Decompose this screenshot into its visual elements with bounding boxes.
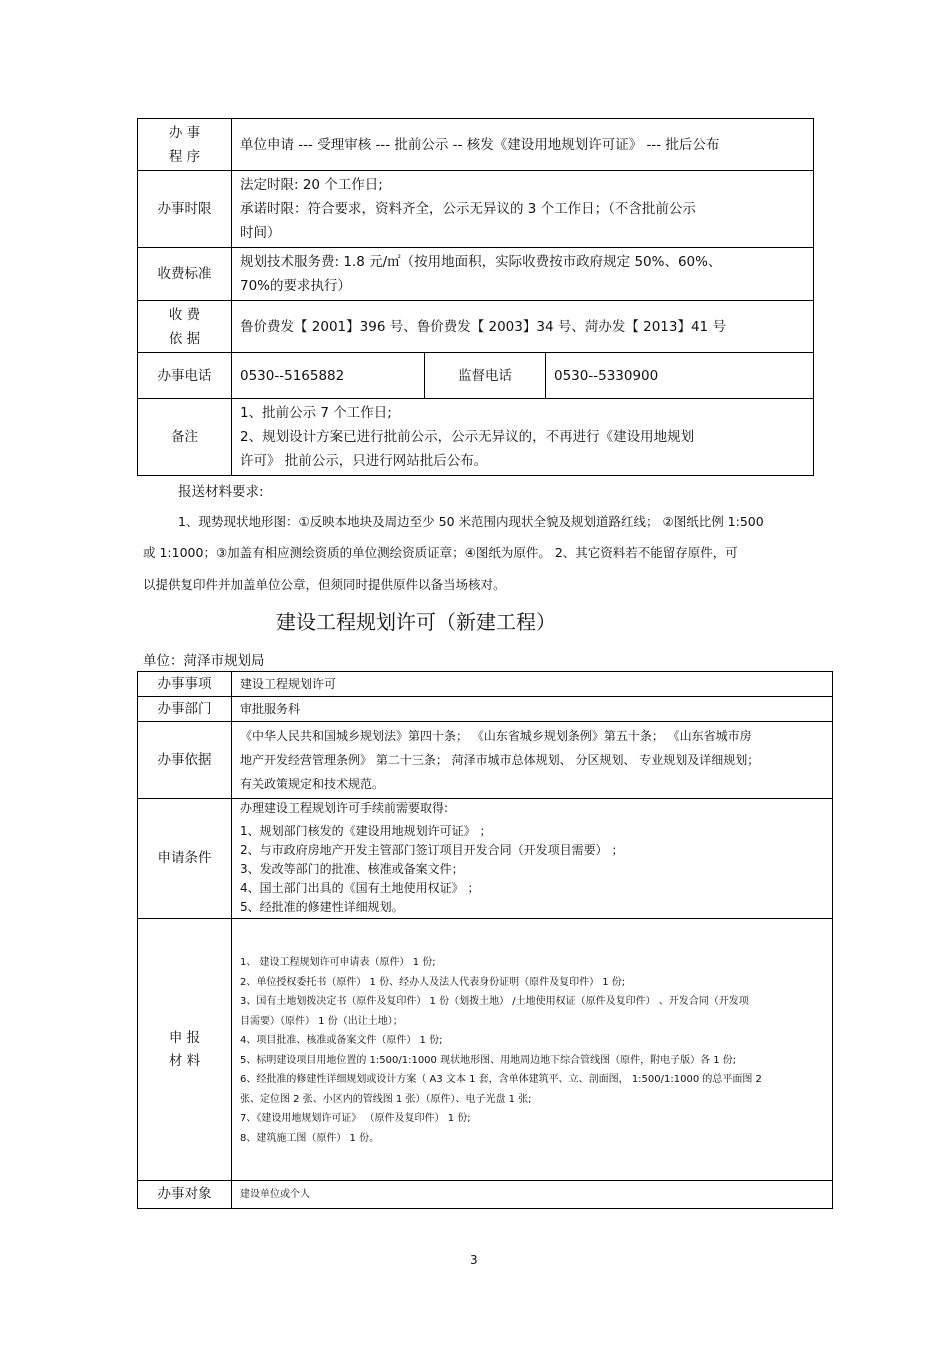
fee-standard-value (232, 248, 814, 301)
materials-line: 目需要）（原件） 1 份（出让土地）； (240, 1015, 403, 1027)
target-row (138, 1181, 833, 1209)
fee-basis-row (138, 301, 814, 353)
supervise-phone-value: 0530--5330900 (546, 353, 814, 399)
materials-line: 6、经批准的修建性详细规划或设计方案（ A3 文本 1 套，含单体建筑平、立、剖面图， 1:500/1:1000 的总平面图 2 (240, 1074, 762, 1085)
materials-value (232, 919, 833, 1181)
basis-row (138, 722, 833, 799)
basis-value (232, 722, 833, 799)
conditions-line: 4、国土部门出具的《国有土地使用权证》 ； (240, 881, 480, 895)
conditions-label: 申请条件 (138, 799, 232, 919)
materials-line: 5、标明建设项目用地位置的 1:500/1:1000 现状地形图、用地周边地下综合管线图（原件，附电子版）各 1 份; (240, 1054, 737, 1066)
matter-label: 办事事项 (138, 672, 232, 697)
dept-row (138, 697, 833, 722)
basis-line: 地产开发经营管理条例》 第二十三条； 菏泽市城市总体规划、 分区规划、 专业规划及详细规划； (240, 753, 760, 767)
materials-note-line3: 以提供复印件并加盖单位公章，但须同时提供原件以备当场核对。 (143, 577, 506, 592)
conditions-value (232, 799, 833, 919)
remarks-line: 2、规划设计方案已进行批前公示，公示无异议的，不再进行《建设用地规划 (240, 429, 695, 445)
phone-value: 0530--5165882 (232, 353, 425, 399)
procedure-row (138, 119, 814, 171)
procedure-label-line1: 办 事 (168, 124, 201, 141)
conditions-line: 1、规划部门核发的《建设用地规划许可证》 ； (240, 824, 492, 838)
materials-label-line1: 申 报 (168, 1029, 201, 1046)
materials-note-line1: 1、现势现状地形图：①反映本地块及周边至少 50 米范围内现状全貌及规划道路红线； ②图纸比例 1:500 (178, 514, 764, 529)
materials-line: 张、定位图 2 张、小区内的管线图 1 张）（原件）、电子光盘 1 张; (240, 1093, 532, 1105)
conditions-row (138, 799, 833, 919)
supervise-phone-label: 监督电话 (425, 353, 546, 399)
matter-value: 建设工程规划许可 (232, 672, 833, 697)
materials-line: 4、项目批准、核准或备案文件（原件） 1 份; (240, 1035, 443, 1046)
procedure-label-line2: 程 序 (168, 148, 201, 165)
remarks-line: 许可》 批前公示，只进行网站批后公布。 (240, 453, 488, 469)
procedure-label (138, 119, 232, 171)
basis-line: 《中华人民共和国城乡规划法》第四十条； 《山东省城乡规划条例》第五十条； 《山东省城市房 (240, 729, 752, 743)
materials-line: 1、 建设工程规划许可申请表（原件） 1 份; (240, 957, 436, 968)
time-limit-value (232, 171, 814, 248)
dept-value: 审批服务科 (232, 697, 833, 722)
materials-row (138, 919, 833, 1181)
time-limit-line: 法定时限: 20 个工作日; (240, 177, 383, 193)
basis-label: 办事依据 (138, 722, 232, 799)
materials-note-line2: 或 1:1000；③加盖有相应测绘资质的单位测绘资质证章；④图纸为原件。 2、其它资料若不能留存原件，可 (143, 545, 738, 560)
conditions-line: 办理建设工程规划许可手续前需要取得: (240, 801, 449, 815)
fee-basis-value: 鲁价费发【 2001】396 号、鲁价费发【 2003】34 号、菏办发【 2013】41 号 (232, 301, 814, 353)
fee-basis-label (138, 301, 232, 353)
conditions-line: 3、发改等部门的批准、核准或备案文件； (240, 862, 464, 876)
materials-line: 3、国有土地划拨决定书（原件及复印件） 1 份（划拨土地） /土地使用权证（原件及复印件） 、开发合同（开发项 (240, 996, 749, 1007)
fee-standard-row (138, 248, 814, 301)
matter-row (138, 672, 833, 697)
page-number: 3 (470, 1253, 478, 1267)
materials-label (138, 919, 232, 1181)
fee-basis-label-line2: 依 据 (168, 330, 201, 347)
time-limit-label: 办事时限 (138, 171, 232, 248)
phone-row (138, 353, 814, 399)
fee-basis-label-line1: 收 费 (168, 306, 201, 323)
phone-label: 办事电话 (138, 353, 232, 399)
section-title: 建设工程规划许可（新建工程） (276, 610, 556, 634)
materials-line: 7、《建设用地规划许可证》 （原件及复印件） 1 份; (240, 1113, 471, 1124)
materials-note-title: 报送材料要求: (178, 484, 264, 500)
time-limit-row (138, 171, 814, 248)
remarks-label: 备注 (138, 399, 232, 476)
conditions-line: 2、与市政府房地产开发主管部门签订项目开发合同（开发项目需要） ； (240, 843, 624, 857)
time-limit-line: 承诺时限：符合要求，资料齐全，公示无异议的 3 个工作日；（不含批前公示 (240, 201, 696, 217)
permit-table (137, 671, 833, 1209)
unit-line: 单位：菏泽市规划局 (143, 653, 265, 669)
time-limit-line: 时间） (240, 225, 281, 241)
target-value: 建设单位或个人 (232, 1181, 833, 1209)
dept-label: 办事部门 (138, 697, 232, 722)
basis-line: 有关政策规定和技术规范。 (240, 777, 385, 791)
service-info-table (137, 118, 814, 476)
materials-label-line2: 材 料 (168, 1052, 201, 1069)
materials-line: 8、建筑施工图（原件） 1 份。 (240, 1132, 380, 1144)
remarks-value (232, 399, 814, 476)
remarks-row (138, 399, 814, 476)
conditions-line: 5、经批准的修建性详细规划。 (240, 900, 404, 914)
fee-standard-line: 规划技术服务费: 1.8 元/㎡（按用地面积，实际收费按市政府规定 50%、60%、 (240, 254, 722, 270)
fee-standard-line: 70%的要求执行） (240, 278, 352, 294)
fee-standard-label: 收费标准 (138, 248, 232, 301)
materials-line: 2、单位授权委托书（原件） 1 份、经办人及法人代表身份证明（原件及复印件） 1 份; (240, 976, 626, 988)
remarks-line: 1、批前公示 7 个工作日; (240, 405, 392, 421)
procedure-value: 单位申请 --- 受理审核 --- 批前公示 -- 核发《建设用地规划许可证》 --- 批后公布 (232, 119, 814, 171)
target-label: 办事对象 (138, 1181, 232, 1209)
